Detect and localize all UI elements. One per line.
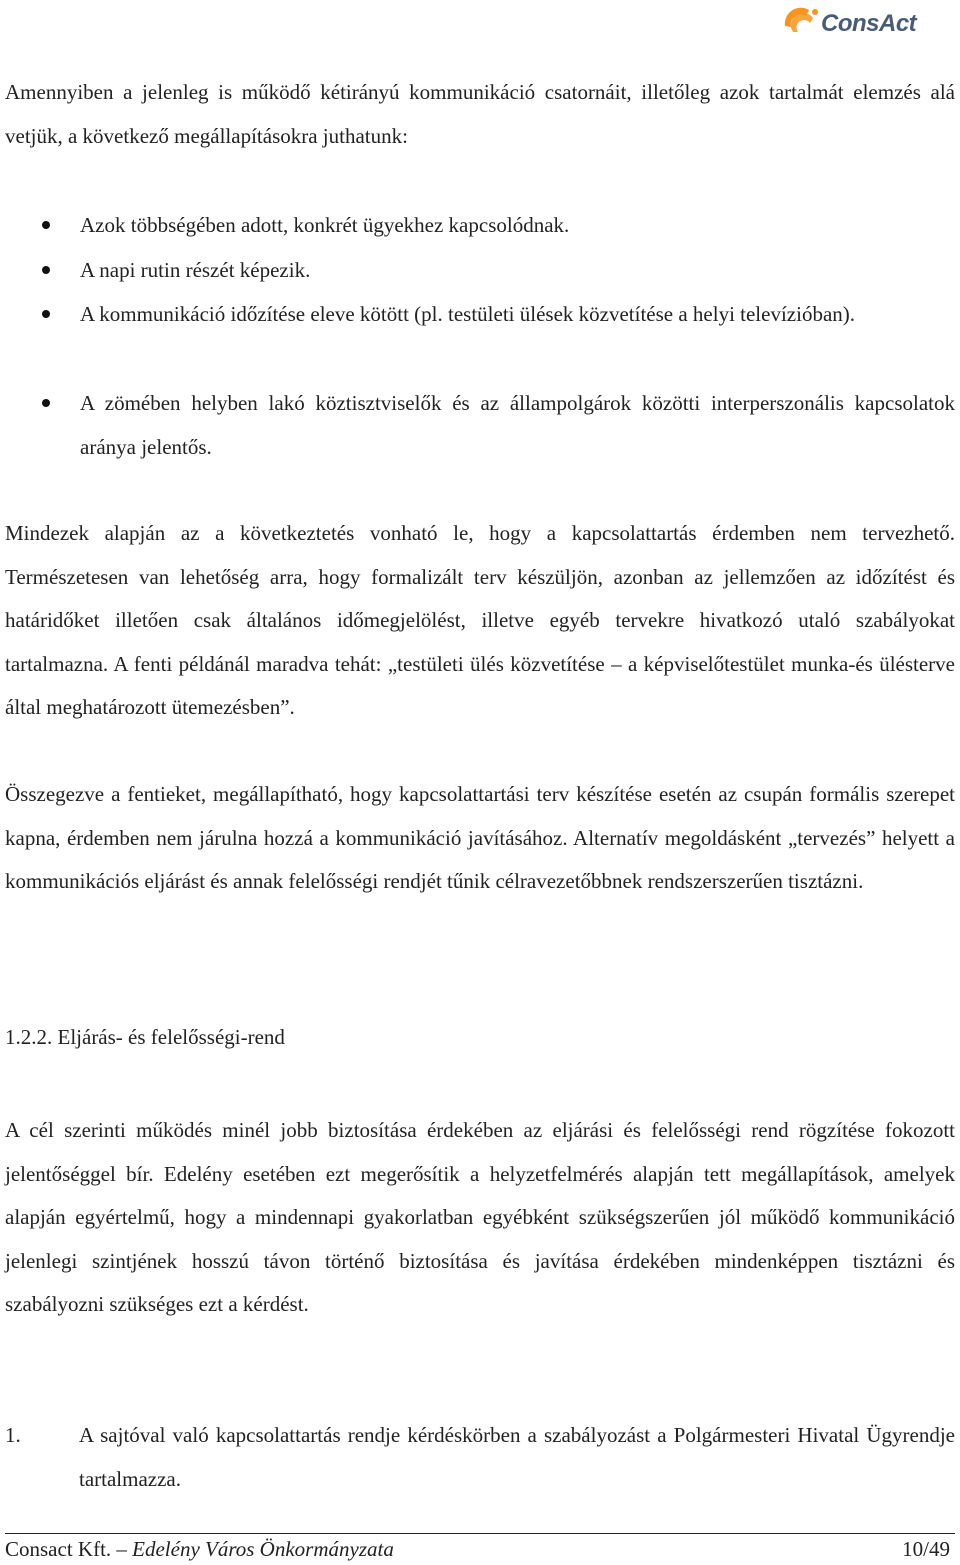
intro-paragraph: Amennyiben a jelenleg is működő kétirányú kommunikáció csatornáit, illetőleg azok tartalmát elemzés alá vetjük, a következő megállapításokra juthatunk: bbox=[5, 80, 955, 148]
bullet-dot-icon bbox=[42, 399, 50, 407]
numbered-item-marker: 1. bbox=[5, 1423, 21, 1447]
logo-text: ConsAct bbox=[821, 10, 917, 37]
procedure-paragraph: A cél szerinti működés minél jobb biztosítása érdekében az eljárási és felelősségi rend rögzítése fokozott jelentőséggel bír. Edelény esetében ezt megerősítik a helyzetfelmérés alapján tett megállapítások, amelyek alapján egyértelmű, hogy a mindennapi gyakorlatban egyébként szükségszerűen jól működő kommunikáció jelenlegi szintjének hosszú távon történő biztosítása és javítása érdekében mindenképpen tisztázni és szabályozni szükséges ezt a kérdést. bbox=[5, 1118, 955, 1316]
consact-logo bbox=[779, 2, 954, 46]
bullet-dot-icon bbox=[42, 266, 50, 274]
list-item: A zömében helyben lakó köztisztviselők és az állampolgárok közötti interperszonális kapcsolatok aránya jelentős. bbox=[80, 391, 955, 459]
conclusion-paragraph: Mindezek alapján az a következtetés vonható le, hogy a kapcsolattartás érdemben nem tervezhető. Természetesen van lehetőség arra, hogy formalizált terv készüljön, azonban az jellemzően az időzítést és határidőket illetően csak általános időmegjelölést, illetve egyéb tervekre hivatkozó utaló szabályokat tartalmazna. A fenti példánál maradva tehát: „testületi ülés közvetítése – a képviselőtestület munka-és ülésterve által meghatározott ütemezésben”. bbox=[5, 521, 955, 719]
list-item: A kommunikáció időzítése eleve kötött (pl. testületi ülések közvetítése a helyi televízióban). bbox=[80, 302, 856, 326]
logo-mark-icon bbox=[779, 2, 823, 46]
list-item: Azok többségében adott, konkrét ügyekhez kapcsolódnak. bbox=[80, 213, 570, 237]
page-number: 10/49 bbox=[902, 1537, 950, 1561]
footer-company: Consact Kft. bbox=[5, 1537, 112, 1561]
bullet-dot-icon bbox=[42, 221, 50, 229]
summary-paragraph: Összegezve a fentieket, megállapítható, hogy kapcsolattartási terv készítése esetén az csupán formális szerepet kapna, érdemben nem járulna hozzá a kommunikáció javításához. Alternatív megoldásként „tervezés” helyett a kommunikációs eljárást és annak felelősségi rendjét tűnik célravezetőbbnek rendszerszerűen tisztázni. bbox=[5, 782, 955, 893]
bullet-dot-icon bbox=[42, 310, 50, 318]
footer-document-title: Edelény Város Önkormányzata bbox=[132, 1537, 394, 1561]
list-item: A napi rutin részét képezik. bbox=[80, 258, 311, 282]
page-footer bbox=[5, 1535, 955, 1563]
footer-separator: – bbox=[111, 1537, 133, 1561]
section-heading: 1.2.2. Eljárás- és felelősségi-rend bbox=[5, 1025, 285, 1049]
numbered-item-text: A sajtóval való kapcsolattartás rendje kérdéskörben a szabályozást a Polgármesteri Hivatal Ügyrendje tartalmazza. bbox=[79, 1423, 955, 1491]
footer-divider bbox=[5, 1533, 955, 1534]
